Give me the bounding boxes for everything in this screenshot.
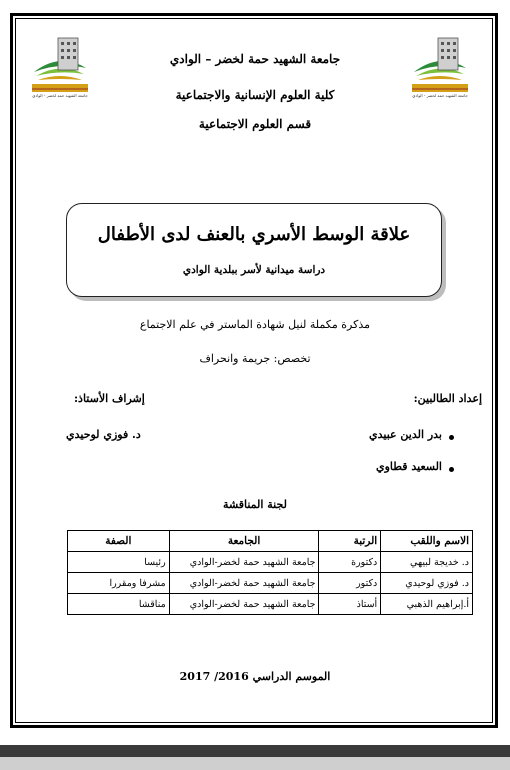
column-header-role: الصفة xyxy=(68,531,170,552)
cell-name: د. فوزي لوحيدي xyxy=(381,573,473,594)
academic-year: الموسم الدراسي 2016/ 2017 xyxy=(179,670,331,683)
table-row xyxy=(68,552,473,573)
bullet-icon xyxy=(449,467,454,472)
supervisor-name: د. فوزي لوحيدي xyxy=(66,428,141,441)
students-label: إعداد الطالبين: xyxy=(413,392,482,405)
cell-rank: أستاذ xyxy=(319,594,381,615)
column-header-name: الاسم واللقب xyxy=(381,531,473,552)
column-header-university: الجامعة xyxy=(169,531,319,552)
cell-rank: دكتورة xyxy=(319,552,381,573)
cell-university: جامعة الشهيد حمة لخضر-الوادي xyxy=(169,594,319,615)
viewer-toolbar xyxy=(0,745,510,757)
viewer-scrollbar[interactable] xyxy=(0,757,510,770)
university-logo-right xyxy=(410,32,470,94)
logo-caption-right: جامعة الشهيد حمة لخضر - الوادي xyxy=(412,93,468,98)
jury-table xyxy=(67,530,473,615)
cell-role: مشرفا ومقررا xyxy=(68,573,170,594)
table-row xyxy=(68,594,473,615)
cell-rank: دكتور xyxy=(319,573,381,594)
column-header-rank: الرتبة xyxy=(319,531,381,552)
faculty-name: كلية العلوم الإنسانية والاجتماعية xyxy=(175,88,335,102)
cell-role: رئيسا xyxy=(68,552,170,573)
jury-title: لجنة المناقشة xyxy=(223,498,287,511)
title-box xyxy=(66,203,442,297)
cell-university: جامعة الشهيد حمة لخضر-الوادي xyxy=(169,573,319,594)
cell-name: د. خديجة لبيهي xyxy=(381,552,473,573)
student-name-1: بدر الدين عبيدي xyxy=(368,428,442,441)
cell-role: مناقشا xyxy=(68,594,170,615)
university-logo-left xyxy=(30,32,90,94)
memo-statement: مذكرة مكملة لنيل شهادة الماستر في علم الاجتماع xyxy=(139,318,370,331)
university-name: جامعة الشهيد حمة لخضر – الوادي xyxy=(169,52,341,66)
bullet-icon xyxy=(449,435,454,440)
thesis-title: علاقة الوسط الأسري بالعنف لدى الأطفال xyxy=(97,224,411,245)
student-name-2: السعيد قطاوي xyxy=(375,460,442,473)
specialty: تخصص: جريمة وانحراف xyxy=(199,352,311,365)
logo-caption-left: جامعة الشهيد حمة لخضر - الوادي xyxy=(32,93,88,98)
table-row xyxy=(68,573,473,594)
thesis-subtitle: دراسة ميدانية لأسر ببلدية الوادي xyxy=(182,264,326,276)
supervisor-label: إشراف الأستاذ: xyxy=(74,392,145,405)
department-name: قسم العلوم الاجتماعية xyxy=(198,117,312,131)
cell-university: جامعة الشهيد حمة لخضر-الوادي xyxy=(169,552,319,573)
cell-name: أ.إبراهيم الذهبي xyxy=(381,594,473,615)
table-header-row xyxy=(68,531,473,552)
